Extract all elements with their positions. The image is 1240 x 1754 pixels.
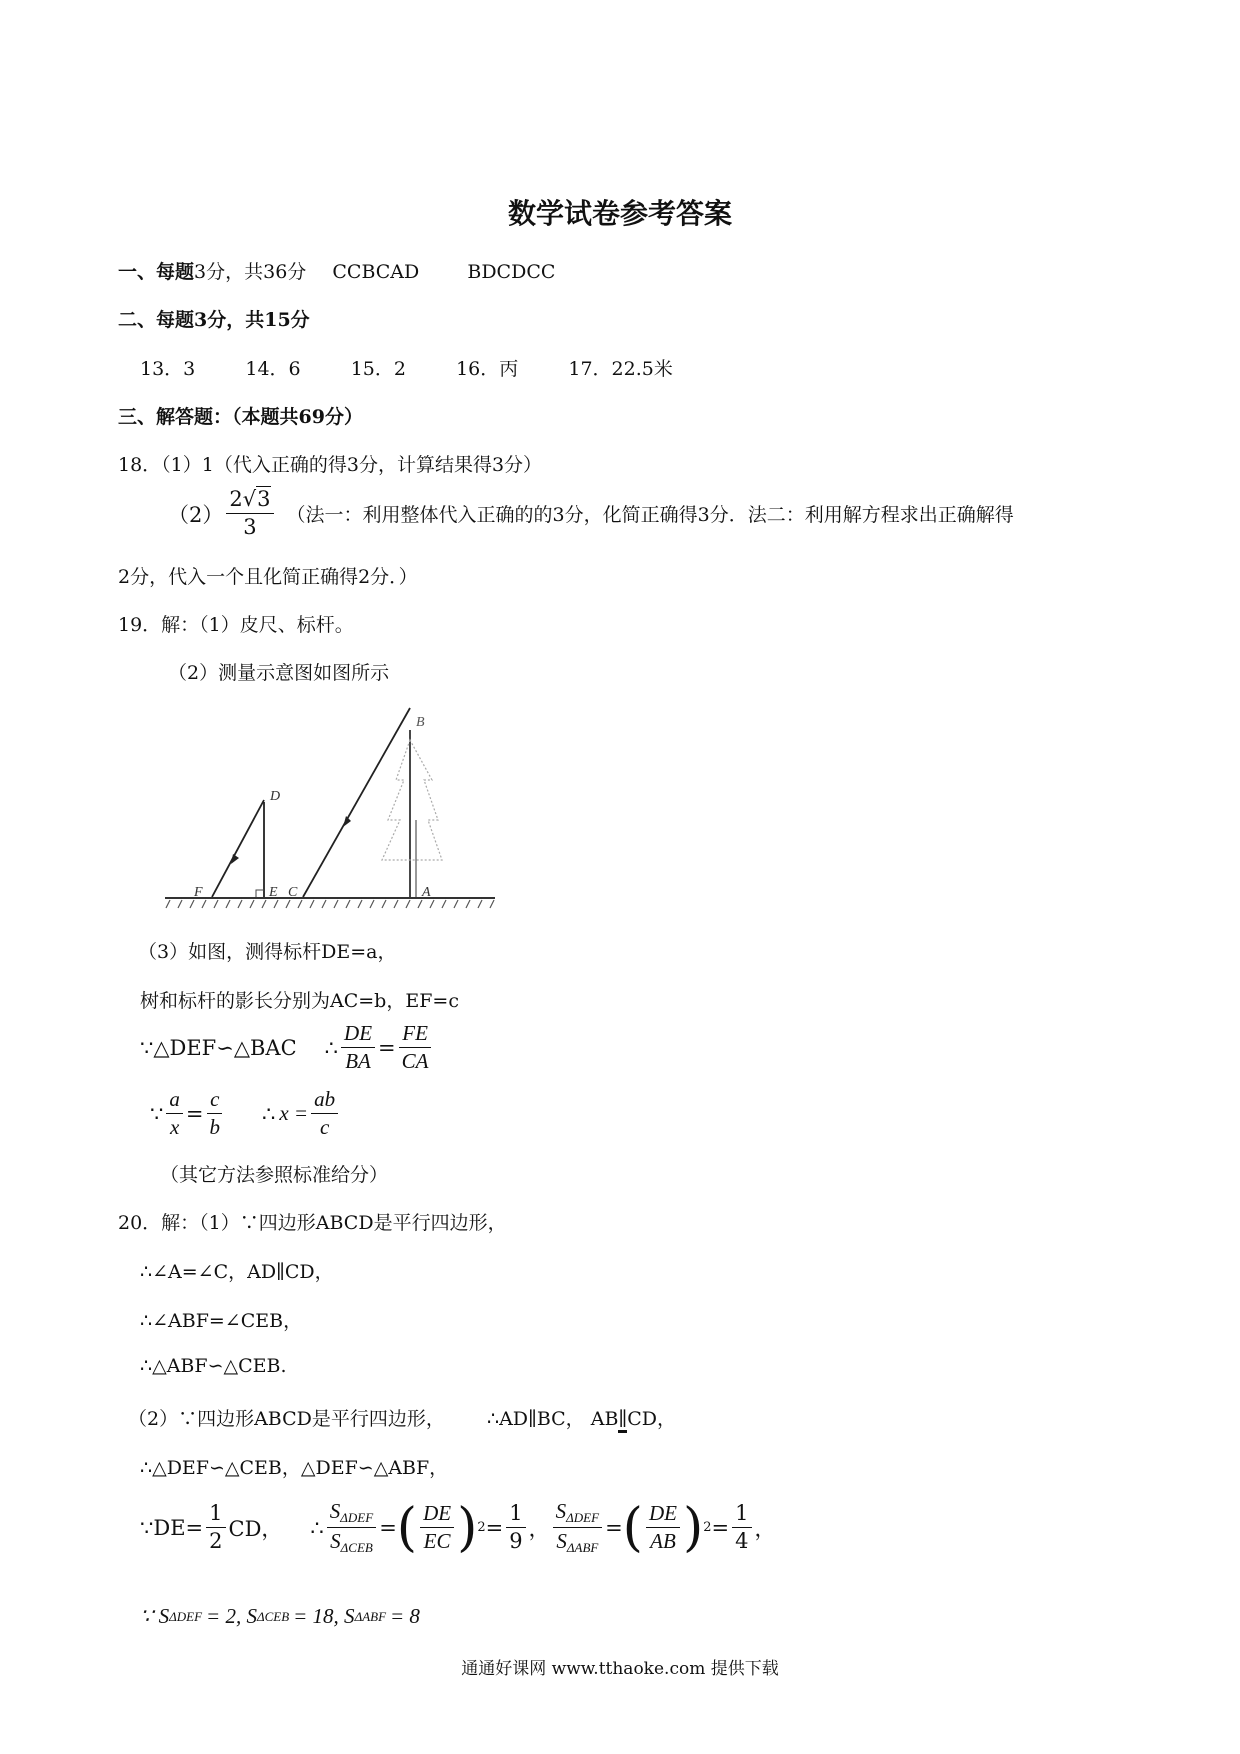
fraction-area-def-abf: $\frac{S_{\Delta DEF}}{S_{\Delta ABF}}$ bbox=[553, 1500, 602, 1556]
q19-because2: ∵ bbox=[150, 1101, 164, 1126]
page-title: 数学试卷参考答案 bbox=[507, 197, 732, 230]
section2-label: 二、每题3分，共15分 bbox=[118, 309, 310, 331]
q18-part1: 18．（1）1（代入正确的得3分，计算结果得3分） bbox=[118, 454, 543, 476]
q19-part2: （2）测量示意图如图所示 bbox=[168, 662, 390, 684]
q20-line7-prefix: ∵DE= bbox=[140, 1515, 204, 1540]
arrow-DF-icon bbox=[231, 854, 239, 864]
q19-therefore1: ∴ bbox=[324, 1035, 339, 1060]
q19-part3a: （3）如图，测得标杆DE=a， bbox=[138, 941, 397, 963]
q19-solve-line: ∵ $\frac{a}{x}$ = $\frac{c}{b}$ ∴ x = $\frac{ab}{c}$ bbox=[150, 1088, 341, 1139]
q19-therefore2: ∴ bbox=[261, 1101, 276, 1126]
q20-l8-start: ∵ S bbox=[140, 1604, 170, 1628]
q18-answer-fraction: $\frac{2√3}{3}$ bbox=[226, 488, 273, 539]
q20-line4: ∴△ABF∽△CEB. bbox=[140, 1355, 287, 1377]
q20-line5e: CD， bbox=[627, 1408, 676, 1430]
q18-part2-prefix: （2） bbox=[168, 502, 224, 527]
fraction-ab-c: $\frac{ab}{c}$ bbox=[311, 1088, 338, 1139]
page-footer: 通通好课网 www.tthaoke.com 提供下载 bbox=[461, 1659, 779, 1679]
section1-label: 一、每题 bbox=[118, 261, 195, 283]
section2-answers bbox=[140, 354, 673, 381]
measurement-diagram bbox=[160, 700, 500, 915]
fraction-FE-CA: $\frac{FE}{CA}$ bbox=[399, 1022, 432, 1073]
fraction-one-ninth: $\frac{1}{9}$ bbox=[506, 1502, 525, 1553]
label-B: B bbox=[416, 715, 425, 730]
section3-label: 三、解答题：（本题共69分） bbox=[118, 406, 363, 428]
q20-line2: ∴∠A=∠C，AD∥CD， bbox=[140, 1261, 334, 1283]
q20-therefore: ∴ bbox=[310, 1515, 324, 1540]
fraction-one-half: $\frac{1}{2}$ bbox=[206, 1502, 225, 1553]
fraction-area-def-ceb: $\frac{S_{\Delta DEF}}{S_{\Delta CEB}}$ bbox=[327, 1500, 376, 1556]
q18-num-radicand: 3 bbox=[257, 487, 271, 511]
q18-part2-cont: 2分，代入一个且化简正确得2分．） bbox=[118, 566, 418, 588]
fraction-a-x: $\frac{a}{x}$ bbox=[166, 1088, 183, 1139]
q20-parallel-equal-sign: ∥ bbox=[618, 1408, 627, 1433]
q20-line5a: （2）∵四边形ABCD是平行四边形， bbox=[128, 1408, 445, 1430]
section1-answers-a: CCBCAD bbox=[332, 261, 420, 283]
arrow-BC-icon bbox=[343, 816, 351, 827]
fraction-DE-EC: $\frac{DE}{EC}$ bbox=[420, 1502, 454, 1553]
q19-because1: ∵△DEF∽△BAC bbox=[140, 1035, 297, 1060]
q18-part2 bbox=[168, 488, 1014, 539]
label-D: D bbox=[270, 789, 281, 804]
fraction-one-quarter: $\frac{1}{4}$ bbox=[732, 1502, 751, 1553]
label-F: F bbox=[194, 885, 203, 900]
fraction-DE-AB: $\frac{DE}{AB}$ bbox=[646, 1502, 680, 1553]
q20-line5c: AB bbox=[590, 1408, 619, 1430]
q18-denominator: 3 bbox=[243, 515, 257, 540]
q19-part1: 19．解：（1）皮尺、标杆。 bbox=[118, 614, 354, 636]
label-C: C bbox=[288, 885, 298, 900]
answer-14: 14．6 bbox=[245, 358, 301, 380]
answer-16: 16．丙 bbox=[456, 358, 519, 380]
label-E: E bbox=[269, 885, 278, 900]
q19-part3b: 树和标杆的影长分别为AC=b，EF=c bbox=[140, 990, 459, 1012]
answer-13: 13．3 bbox=[140, 358, 196, 380]
fraction-DE-BA: $\frac{DE}{BA}$ bbox=[341, 1022, 375, 1073]
q20-area-ratio-line: ∵DE= $\frac{1}{2}$ CD， ∴ $\frac{S_{\Delta DEF}}{S_{\Delta CEB}}$ = ( $\frac{DE}{EC}$ ) 2 = $\frac{1}{9}$ ， $\frac{S_{\Delta DEF}}{S_{\Delta ABF}}$ = ( $\frac{DE}{AB}$ ) 2 = $\frac{1}{4}$ ， bbox=[140, 1497, 776, 1558]
q20-line5b: ∴AD∥BC， bbox=[487, 1408, 585, 1430]
q20-line7-cd: CD， bbox=[228, 1516, 283, 1541]
q20-line6: ∴△DEF∽△CEB，△DEF∽△ABF， bbox=[140, 1457, 449, 1479]
right-angle-mark bbox=[256, 890, 264, 897]
section1-answers-b: BDCDCC bbox=[467, 261, 556, 283]
q20-line5 bbox=[128, 1404, 676, 1431]
ground-hatching bbox=[166, 900, 494, 908]
label-A: A bbox=[422, 885, 431, 900]
q19-note: （其它方法参照标准给分） bbox=[160, 1164, 389, 1186]
ray-DF bbox=[212, 800, 264, 897]
answer-15: 15．2 bbox=[350, 358, 406, 380]
q20-area-values-line: ∵ S ΔDEF = 2, S ΔCEB = 18, S ΔABF = 8 bbox=[140, 1604, 420, 1628]
q19-x-eq: x = bbox=[279, 1101, 309, 1126]
q20-line3: ∴∠ABF=∠CEB， bbox=[140, 1310, 303, 1332]
q18-num-coef: 2 bbox=[229, 487, 243, 511]
q18-part2-note: （法一：利用整体代入正确的的3分，化简正确得3分．法二：利用解方程求出正确解得 bbox=[286, 504, 1014, 527]
q20-line1: 20．解：（1）∵四边形ABCD是平行四边形， bbox=[118, 1212, 507, 1234]
answer-17: 17．22.5米 bbox=[568, 358, 673, 380]
fraction-c-b: $\frac{c}{b}$ bbox=[206, 1088, 223, 1139]
tree-icon bbox=[382, 730, 442, 897]
section1-score: 3分，共36分 bbox=[194, 261, 307, 283]
section1-line bbox=[118, 257, 555, 284]
q19-similar-line: ∵△DEF∽△BAC ∴ $\frac{DE}{BA}$ = $\frac{FE}{CA}$ bbox=[140, 1022, 435, 1073]
ray-BC bbox=[303, 708, 410, 897]
